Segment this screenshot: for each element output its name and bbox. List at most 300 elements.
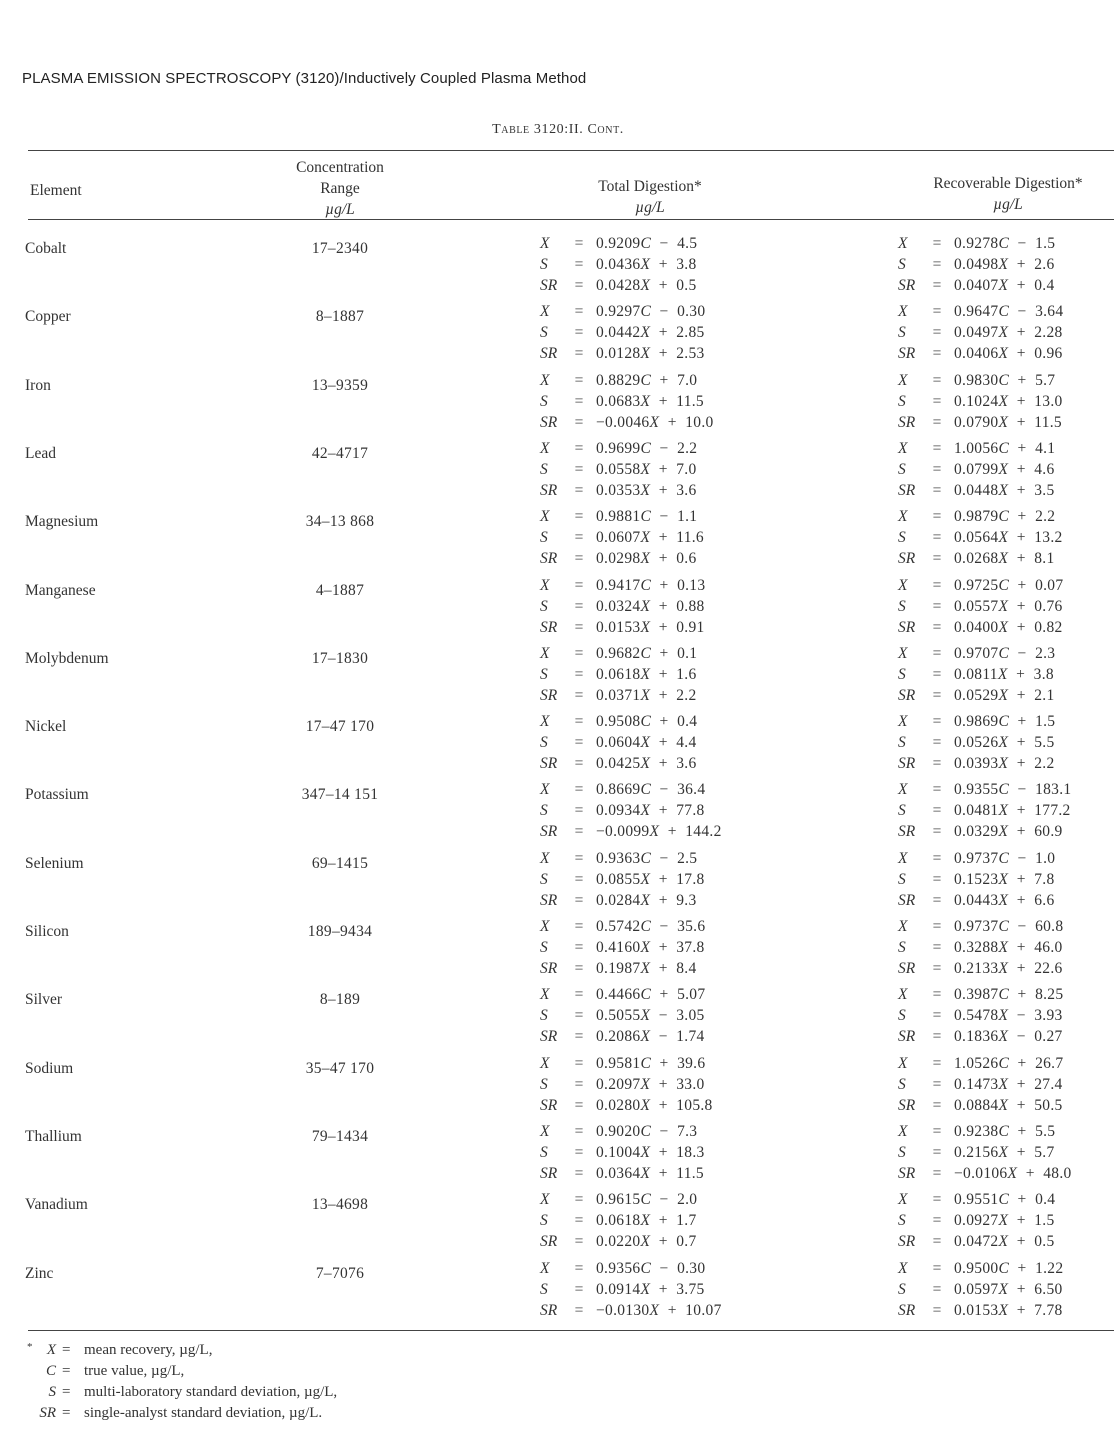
- equation-expression: [954, 343, 1063, 364]
- equation-variable: SR: [898, 1096, 916, 1114]
- equation-expression: [954, 685, 1055, 706]
- equation-variable: S: [540, 1143, 548, 1161]
- equation-variable: X: [540, 1054, 550, 1072]
- constant: 37.8: [676, 939, 705, 956]
- coefficient: 0.0597: [954, 1280, 999, 1298]
- coefficient: 0.0618: [596, 665, 641, 683]
- constant: 36.4: [677, 781, 706, 799]
- equation-variable: X: [898, 1054, 908, 1072]
- coefficient: 0.0268: [954, 550, 999, 568]
- equation-variable: X: [540, 1259, 550, 1277]
- operator: +: [1017, 713, 1027, 731]
- coefficient: 0.2133: [954, 960, 999, 977]
- constant: 5.7: [1034, 1143, 1055, 1161]
- operator: +: [658, 277, 668, 294]
- constant: 8.4: [676, 960, 697, 977]
- header-recoverable-label: Recoverable Digestion*: [933, 175, 1083, 192]
- equation-expression: [954, 575, 1063, 596]
- equals-sign: =: [932, 686, 942, 704]
- coefficient: 0.9830: [954, 371, 999, 389]
- equation-expression: [596, 1026, 705, 1047]
- coefficient: 0.0153: [596, 618, 641, 636]
- table-row: [0, 918, 1116, 989]
- coefficient: 0.9581: [596, 1054, 641, 1072]
- constant: 0.4: [677, 713, 698, 731]
- coefficient: 0.9725: [954, 576, 999, 594]
- constant: 4.6: [1034, 460, 1055, 478]
- operator: −: [1017, 644, 1027, 662]
- equals-sign: =: [932, 371, 942, 389]
- coefficient: 0.9682: [596, 644, 641, 662]
- equation-variable: X: [540, 644, 550, 662]
- constant: 11.6: [676, 529, 704, 547]
- constant: 0.5: [676, 277, 697, 294]
- table-row: [0, 1191, 1116, 1262]
- term-variable: X: [640, 1007, 651, 1025]
- term-variable: X: [640, 324, 651, 342]
- concentration-range: 79–1434: [311, 1127, 369, 1145]
- element-name: Manganese: [25, 581, 96, 599]
- coefficient: 0.0607: [596, 529, 641, 547]
- concentration-range: 8–1887: [315, 308, 365, 326]
- table-caption-text: Table 3120:II. Cont.: [492, 122, 624, 137]
- equation-variable: X: [540, 781, 550, 799]
- equation-expression: [596, 275, 697, 296]
- equation-variable: SR: [898, 1028, 916, 1046]
- header-range: [270, 157, 410, 220]
- constant: 5.5: [1035, 1122, 1056, 1140]
- term-variable: X: [640, 939, 651, 956]
- coefficient: 0.0280: [596, 1096, 641, 1114]
- equation-variable: SR: [898, 277, 916, 294]
- equals-sign: =: [574, 1054, 584, 1072]
- operator: +: [658, 481, 668, 499]
- constant: 7.3: [677, 1122, 698, 1140]
- constant: 3.6: [676, 481, 697, 499]
- term-variable: C: [640, 644, 652, 662]
- equation-expression: [596, 301, 705, 322]
- equation-variable: S: [540, 665, 548, 683]
- coefficient: 0.9737: [954, 849, 999, 867]
- equation-expression: [954, 800, 1071, 821]
- operator: −: [1017, 918, 1027, 935]
- term-variable: X: [998, 460, 1009, 478]
- constant: 9.3: [676, 891, 697, 909]
- equation-variable: S: [898, 734, 906, 752]
- equation-variable: X: [540, 1191, 550, 1209]
- equation-variable: S: [540, 1280, 548, 1298]
- equation-expression: [954, 254, 1055, 275]
- equation-expression: [596, 779, 705, 800]
- operator: +: [1016, 345, 1026, 363]
- equation-variable: X: [898, 644, 908, 662]
- table-row: [0, 371, 1116, 443]
- equation-variable: X: [898, 781, 908, 799]
- coefficient: 0.0400: [954, 618, 999, 636]
- equation-expression: [954, 711, 1055, 732]
- equals-sign: =: [932, 1143, 942, 1161]
- coefficient: 0.9551: [954, 1191, 999, 1209]
- equals-sign: =: [574, 713, 584, 731]
- equation-expression: [596, 506, 697, 527]
- coefficient: 0.9363: [596, 849, 641, 867]
- equation-variable: S: [540, 939, 548, 956]
- operator: +: [667, 1301, 677, 1319]
- equation-variable: X: [540, 235, 550, 252]
- equals-sign: =: [932, 1191, 942, 1209]
- concentration-range: 69–1415: [311, 854, 369, 872]
- constant: 2.0: [677, 1191, 698, 1209]
- operator: +: [659, 576, 669, 594]
- equation-expression: [954, 890, 1055, 911]
- operator: +: [1017, 508, 1027, 526]
- coefficient: 0.0618: [596, 1212, 641, 1230]
- operator: −: [659, 439, 669, 457]
- equation-variable: S: [898, 1212, 906, 1230]
- equation-expression: [596, 1300, 722, 1321]
- equation-expression: [954, 459, 1055, 480]
- equals-sign: =: [574, 439, 584, 457]
- equation-expression: [954, 1142, 1055, 1163]
- constant: 2.5: [677, 849, 698, 867]
- operator: +: [658, 597, 668, 615]
- operator: +: [658, 939, 668, 956]
- equation-variable: X: [898, 1259, 908, 1277]
- term-variable: C: [640, 849, 652, 867]
- coefficient: 0.4160: [596, 939, 641, 956]
- coefficient: 0.0604: [596, 734, 641, 752]
- equals-sign: =: [932, 413, 942, 431]
- bottom-rule: [28, 1330, 1114, 1331]
- equals-sign: =: [574, 939, 584, 956]
- constant: 5.5: [1034, 734, 1055, 752]
- operator: +: [1016, 550, 1026, 568]
- coefficient: 0.1523: [954, 870, 999, 888]
- equation-expression: [954, 1053, 1063, 1074]
- equals-sign: =: [574, 235, 584, 252]
- equals-sign: =: [574, 870, 584, 888]
- equation-expression: [954, 1026, 1063, 1047]
- operator: +: [658, 324, 668, 342]
- operator: +: [1016, 960, 1026, 977]
- coefficient: 0.0790: [954, 413, 999, 431]
- operator: +: [1025, 1164, 1035, 1182]
- equation-variable: X: [540, 439, 550, 457]
- equation-variable: X: [540, 371, 550, 389]
- term-variable: X: [640, 597, 651, 615]
- constant: 60.9: [1034, 823, 1063, 841]
- operator: +: [658, 460, 668, 478]
- term-variable: X: [640, 665, 651, 683]
- concentration-range: 8–189: [319, 991, 361, 1009]
- operator: −: [1017, 849, 1027, 867]
- equals-sign: =: [574, 960, 584, 977]
- table-row: [0, 1122, 1116, 1194]
- constant: 1.5: [1034, 1212, 1055, 1230]
- term-variable: X: [640, 1075, 651, 1093]
- constant: 1.5: [1035, 713, 1056, 731]
- term-variable: X: [640, 256, 651, 273]
- constant: 4.5: [677, 235, 698, 252]
- constant: 48.0: [1043, 1164, 1072, 1182]
- coefficient: 0.5478: [954, 1007, 999, 1025]
- constant: 7.78: [1034, 1301, 1063, 1319]
- equation-variable: S: [540, 802, 548, 820]
- operator: +: [659, 644, 669, 662]
- equation-expression: [954, 391, 1063, 412]
- equation-variable: SR: [898, 1164, 916, 1182]
- equation-expression: [596, 1074, 705, 1095]
- constant: 0.13: [677, 576, 706, 594]
- coefficient: 0.0393: [954, 755, 999, 773]
- coefficient: 1.0056: [954, 439, 999, 457]
- term-variable: X: [998, 597, 1009, 615]
- term-variable: X: [998, 870, 1009, 888]
- equation-variable: SR: [540, 1164, 558, 1182]
- constant: 2.85: [676, 324, 705, 342]
- constant: 2.3: [1035, 644, 1056, 662]
- equals-sign: =: [932, 870, 942, 888]
- term-variable: X: [997, 665, 1008, 683]
- equation-variable: SR: [540, 481, 558, 499]
- operator: −: [659, 781, 669, 799]
- constant: 27.4: [1034, 1075, 1063, 1093]
- term-variable: X: [998, 256, 1009, 273]
- header-total: [560, 176, 740, 218]
- equals-sign: =: [574, 529, 584, 547]
- constant: 2.6: [1034, 256, 1055, 273]
- term-variable: X: [640, 277, 651, 294]
- term-variable: C: [640, 576, 652, 594]
- term-variable: C: [640, 371, 652, 389]
- element-name: Iron: [25, 376, 51, 394]
- equals-sign: =: [574, 481, 584, 499]
- equals-sign: =: [932, 1096, 942, 1114]
- equation-variable: SR: [540, 960, 558, 977]
- constant: 0.27: [1034, 1028, 1063, 1046]
- constant: 0.6: [676, 550, 697, 568]
- operator: +: [1017, 439, 1027, 457]
- operator: −: [658, 1028, 668, 1046]
- operator: +: [658, 755, 668, 773]
- constant: 0.4: [1035, 1191, 1056, 1209]
- coefficient: 0.9737: [954, 918, 999, 935]
- term-variable: X: [998, 960, 1009, 977]
- coefficient: 0.9647: [954, 303, 999, 321]
- coefficient: −0.0099: [596, 823, 650, 841]
- coefficient: 0.9879: [954, 508, 999, 526]
- equation-expression: [596, 800, 705, 821]
- equation-expression: [596, 1053, 705, 1074]
- operator: +: [1016, 529, 1026, 547]
- term-variable: C: [640, 781, 652, 799]
- term-variable: X: [649, 823, 660, 841]
- equation-expression: [596, 1163, 704, 1184]
- term-variable: C: [998, 644, 1010, 662]
- equals-sign: =: [574, 1280, 584, 1298]
- header-recoverable: [908, 173, 1108, 215]
- equation-variable: S: [898, 1280, 906, 1298]
- equals-sign: =: [62, 1405, 71, 1421]
- equation-variable: S: [898, 802, 906, 820]
- operator: +: [1016, 1233, 1026, 1251]
- table-row: [0, 1259, 1116, 1331]
- equals-sign: =: [574, 781, 584, 799]
- equals-sign: =: [932, 781, 942, 799]
- operator: +: [1016, 755, 1026, 773]
- coefficient: 0.3987: [954, 986, 999, 1004]
- footnote-definition: multi-laboratory standard deviation, µg/L,: [84, 1384, 338, 1400]
- constant: 1.6: [676, 665, 697, 683]
- term-variable: X: [998, 1301, 1009, 1319]
- equals-sign: =: [62, 1363, 71, 1379]
- top-rule: [28, 150, 1114, 151]
- operator: −: [658, 1007, 668, 1025]
- constant: 13.0: [1034, 392, 1063, 410]
- table-row: [0, 303, 1116, 374]
- term-variable: C: [640, 1259, 652, 1277]
- constant: 1.74: [676, 1028, 705, 1046]
- element-name: Potassium: [25, 786, 89, 804]
- equation-expression: [596, 848, 697, 869]
- equals-sign: =: [932, 1122, 942, 1140]
- coefficient: 0.0443: [954, 891, 999, 909]
- equation-expression: [596, 480, 697, 501]
- equation-expression: [954, 1210, 1055, 1231]
- operator: +: [658, 1164, 668, 1182]
- constant: 7.0: [676, 460, 697, 478]
- operator: +: [658, 802, 668, 820]
- equation-expression: [596, 869, 705, 890]
- coefficient: 0.9417: [596, 576, 641, 594]
- operator: +: [659, 1054, 669, 1072]
- equation-variable: SR: [540, 1233, 558, 1251]
- constant: 0.82: [1034, 618, 1063, 636]
- term-variable: X: [640, 1028, 651, 1046]
- equation-variable: X: [540, 1122, 550, 1140]
- coefficient: 0.0558: [596, 460, 641, 478]
- equation-variable: SR: [540, 345, 558, 363]
- coefficient: 0.8669: [596, 781, 641, 799]
- equation-expression: [596, 412, 714, 433]
- coefficient: 0.0425: [596, 755, 641, 773]
- coefficient: 0.9881: [596, 508, 641, 526]
- equation-variable: S: [898, 256, 906, 273]
- coefficient: 0.0934: [596, 802, 641, 820]
- equals-sign: =: [932, 960, 942, 977]
- constant: 0.88: [676, 597, 705, 615]
- operator: +: [658, 1233, 668, 1251]
- constant: 177.2: [1034, 802, 1071, 820]
- term-variable: X: [998, 550, 1009, 568]
- equals-sign: =: [932, 644, 942, 662]
- operator: +: [658, 618, 668, 636]
- term-variable: X: [640, 686, 651, 704]
- term-variable: X: [640, 550, 651, 568]
- equation-expression: [954, 596, 1063, 617]
- equals-sign: =: [574, 823, 584, 841]
- equation-expression: [954, 869, 1055, 890]
- term-variable: X: [998, 413, 1009, 431]
- equals-sign: =: [932, 481, 942, 499]
- equation-variable: S: [540, 529, 548, 547]
- coefficient: 0.0884: [954, 1096, 999, 1114]
- equals-sign: =: [932, 939, 942, 956]
- equals-sign: =: [574, 413, 584, 431]
- coefficient: 0.0855: [596, 870, 641, 888]
- equation-expression: [596, 1279, 705, 1300]
- header-element-label: Element: [30, 182, 82, 199]
- equals-sign: =: [932, 665, 942, 683]
- coefficient: 0.9615: [596, 1191, 641, 1209]
- constant: 22.6: [1034, 960, 1063, 977]
- operator: +: [1016, 665, 1026, 683]
- equation-expression: [954, 438, 1055, 459]
- table-row: [0, 576, 1116, 648]
- equation-expression: [954, 984, 1063, 1005]
- coefficient: 0.9297: [596, 303, 641, 321]
- constant: 1.22: [1035, 1259, 1064, 1277]
- operator: +: [659, 713, 669, 731]
- equals-sign: =: [932, 1054, 942, 1072]
- constant: 0.30: [677, 1259, 706, 1277]
- equals-sign: =: [932, 986, 942, 1004]
- coefficient: 0.0371: [596, 686, 641, 704]
- element-name: Lead: [25, 444, 56, 462]
- coefficient: 0.9355: [954, 781, 999, 799]
- operator: +: [1016, 1212, 1026, 1230]
- operator: +: [658, 891, 668, 909]
- equals-sign: =: [574, 345, 584, 363]
- element-name: Zinc: [25, 1264, 54, 1282]
- equals-sign: =: [574, 802, 584, 820]
- equals-sign: =: [574, 576, 584, 594]
- equals-sign: =: [574, 303, 584, 321]
- coefficient: 0.1024: [954, 392, 999, 410]
- concentration-range: 35–47 170: [305, 1059, 375, 1077]
- term-variable: X: [640, 618, 651, 636]
- term-variable: X: [649, 1301, 660, 1319]
- term-variable: X: [998, 1075, 1009, 1093]
- equation-variable: SR: [898, 891, 916, 909]
- operator: +: [1017, 986, 1027, 1004]
- constant: 2.2: [1034, 755, 1055, 773]
- coefficient: 0.0811: [954, 665, 998, 683]
- coefficient: 0.0153: [954, 1301, 999, 1319]
- equals-sign: =: [932, 324, 942, 342]
- equals-sign: =: [932, 849, 942, 867]
- operator: +: [1016, 1301, 1026, 1319]
- operator: +: [658, 1096, 668, 1114]
- term-variable: X: [640, 529, 651, 547]
- coefficient: 0.0284: [596, 891, 641, 909]
- header-range-unit: µg/L: [325, 201, 355, 218]
- element-name: Selenium: [25, 854, 84, 872]
- term-variable: X: [998, 1096, 1009, 1114]
- term-variable: C: [640, 986, 652, 1004]
- equation-expression: [954, 916, 1063, 937]
- equation-variable: S: [898, 870, 906, 888]
- table-row: [0, 1054, 1116, 1126]
- operator: +: [1016, 870, 1026, 888]
- constant: 5.07: [677, 986, 706, 1004]
- equation-variable: X: [540, 576, 550, 594]
- equation-expression: [954, 958, 1063, 979]
- footnote-variable: C: [45, 1363, 56, 1379]
- equation-variable: SR: [540, 891, 558, 909]
- term-variable: X: [640, 345, 651, 363]
- constant: 2.28: [1034, 324, 1063, 342]
